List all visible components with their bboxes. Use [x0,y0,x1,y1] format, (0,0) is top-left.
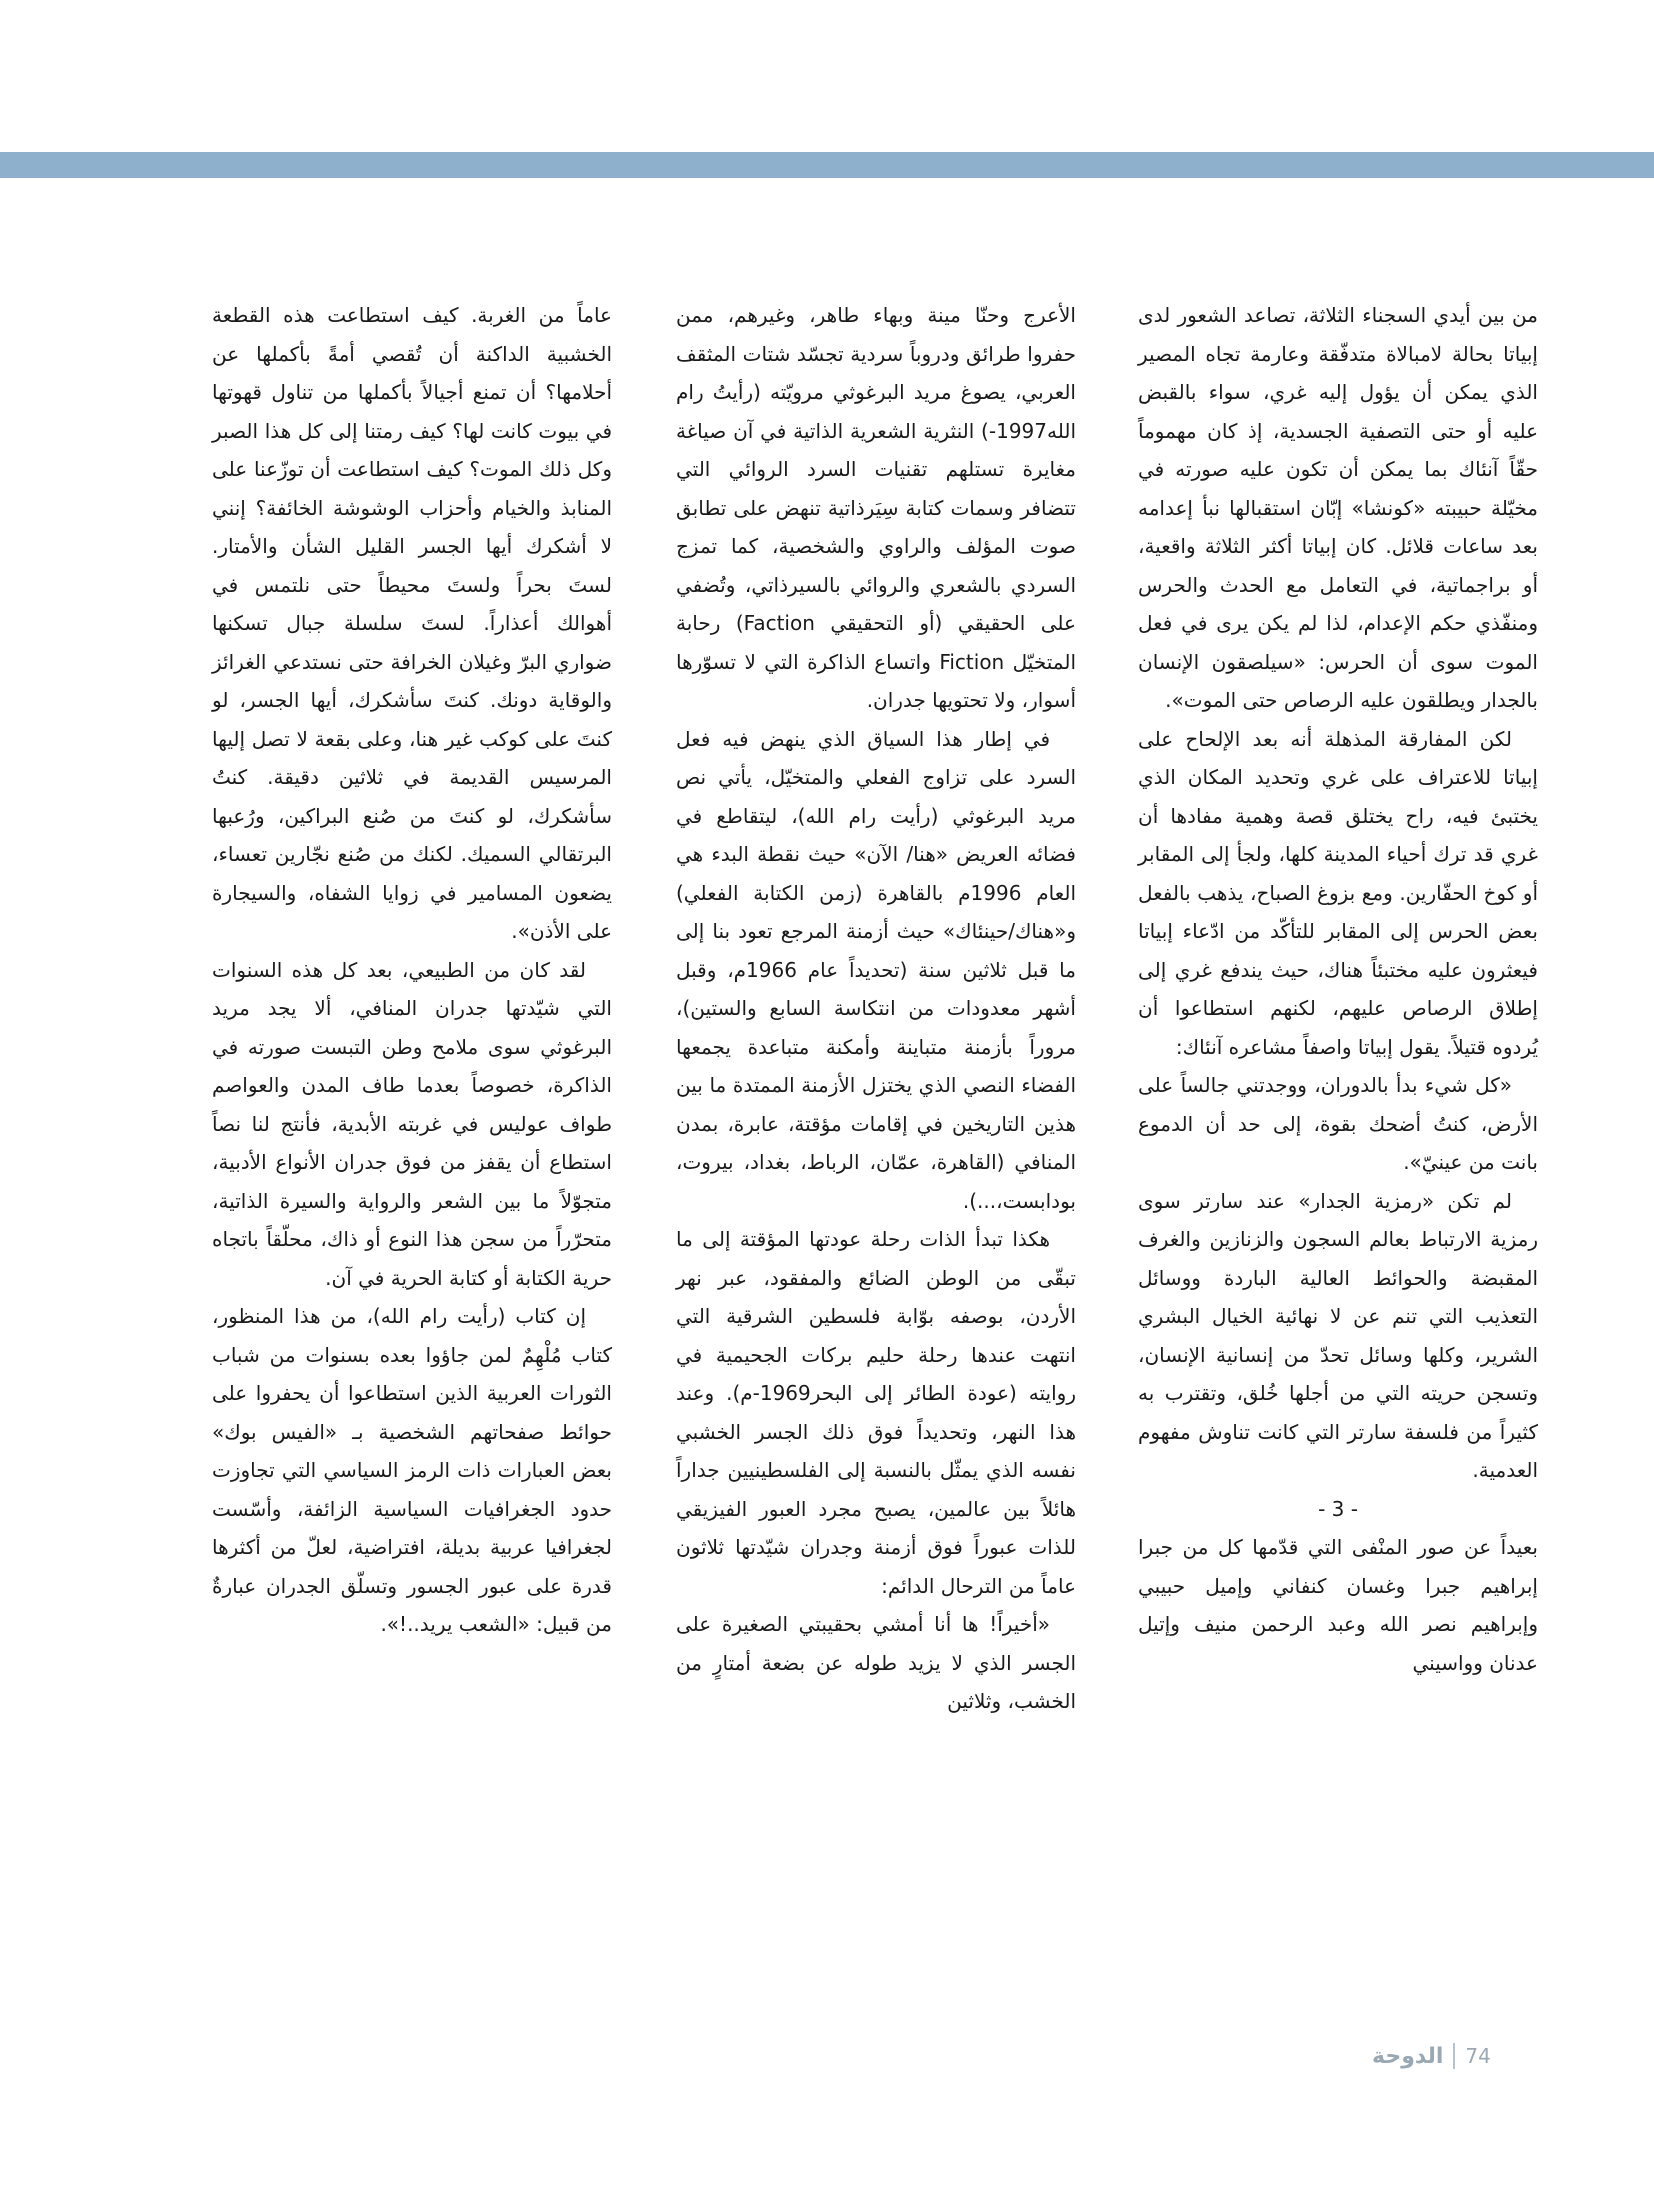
paragraph: في إطار هذا السياق الذي ينهض فيه فعل السرد على تزاوج الفعلي والمتخيّل، يأتي نص مريد البرغوثي (رأيت رام الله)، ليتقاطع في فضائه العريض «هنا/ الآن» حيث نقطة البدء هي العام 1996م بالقاهرة (زمن الكتابة الفعلي) و«هناك/حينئاك» حيث أزمنة المرجع تعود بنا إلى ما قبل ثلاثين سنة (تحديداً عام 1966م، وقبل أشهر معدودات من انتكاسة السابع والستين)، مروراً بأزمنة متباينة وأمكنة متباعدة يجمعها الفضاء النصي الذي يختزل الأزمنة الممتدة ما بين هذين التاريخين في إقامات مؤقتة، عابرة، بمدن المنافي (القاهرة، عمّان، الرباط، بغداد، بيروت، بودابست،...). [676,726,1077,1213]
article-column-middle [676,296,1076,1721]
magazine-name: الدوحة [1372,2043,1444,2069]
section-number: - 3 - [1318,1496,1358,1521]
paragraph: هكذا تبدأ الذات رحلة عودتها المؤقتة إلى ما تبقّى من الوطن الضائع والمفقود، عبر نهر الأردن، بوصفه بوّابة فلسطين الشرقية التي انتهت عندها رحلة حليم بركات الجحيمية في روايته (عودة الطائر إلى البحر1969-م). وعند هذا النهر، وتحديداً فوق ذلك الجسر الخشبي نفسه الذي يمثّل بالنسبة إلى الفلسطينيين جداراً هائلاً بين عالمين، يصبح مجرد العبور الفيزيقي للذات عبوراً فوق أزمنة وجدران شيّدتها ثلاثون عاماً من الترحال الدائم: [676,1227,1076,1598]
paragraph: لكن المفارقة المذهلة أنه بعد الإلحاح على إبياتا للاعتراف على غري وتحديد المكان الذي يختبئ فيه، راح يختلق قصة وهمية مفادها أن غري قد ترك أحياء المدينة كلها، ولجأ إلى المقابر أو كوخ الحفّارين. ومع بزوغ الصباح، يذهب بالفعل بعض الحرس إلى المقابر للتأكّد من ادّعاء إبياتا فيعثرون عليه مختبئاً هناك، حيث يندفع غري إلى إطلاق الرصاص عليهم، لكنهم استطاعوا أن يُردوه قتيلاً. يقول إبياتا واصفاً مشاعره آنئاك: [1138,726,1538,1059]
paragraph: من بين أيدي السجناء الثلاثة، تصاعد الشعور لدى إبياتا بحالة لامبالاة متدفّقة وعارمة تجاه المصير الذي يمكن أن يؤول إليه غري، سواء بالقبض عليه أو حتى التصفية الجسدية، إذ كان مهموماً حقّاً آنئاك بما يمكن أن تكون عليه صورته في مخيّلة حبيبته «كونشا» إبّان استقبالها نبأ إعدامه بعد ساعات قلائل. كان إبياتا أكثر الثلاثة واقعية، أو براجماتية، في التعامل مع الحدث والحرس ومنفّذي حكم الإعدام، لذا لم يكن يرى في فعل الموت سوى أن الحرس: «سيلصقون الإنسان بالجدار ويطلقون عليه الرصاص حتى الموت». [1138,303,1538,712]
paragraph: الأعرج وحنّا مينة وبهاء طاهر، وغيرهم، ممن حفروا طرائق ودروباً سردية تجسّد شتات المثقف العربي، يصوغ مريد البرغوثي مرويّته (رأيتُ رام الله1997-) النثرية الشعرية الذاتية في آن صياغة مغايرة تستلهم تقنيات السرد الروائي التي تتضافر وسمات كتابة سِيَرذاتية تنهض على تطابق صوت المؤلف والراوي والشخصية، كما تمزج السردي بالشعري والروائي بالسيرذاتي، وتُضفي على الحقيقي (أو التحقيقي Faction) رحابة المتخيّل Fiction واتساع الذاكرة التي لا تسوّرها أسوار، ولا تحتويها جدران. [676,303,1076,712]
paragraph: بعيداً عن صور المنْفى التي قدّمها كل من جبرا إبراهيم جبرا وغسان كنفاني وإميل حبيبي وإبراهيم نصر الله وعبد الرحمن منيف وإتيل عدنان وواسيني [1138,1535,1538,1675]
quote: «أخيراً! ها أنا أمشي بحقيبتي الصغيرة على الجسر الذي لا يزيد طوله عن بضعة أمتارٍ من الخشب، وثلاثين [676,1612,1076,1713]
article-column-left [212,296,612,1644]
page-footer [1372,2038,1491,2074]
page-number: 74 [1465,2044,1491,2068]
top-color-band [0,152,1654,178]
paragraph: إن كتاب (رأيت رام الله)، من هذا المنظور، كتاب مُلْهِمٌ لمن جاؤوا بعده بسنوات من شباب الثورات العربية الذين استطاعوا أن يحفروا على حوائط صفحاتهم الشخصية بـ «الفيس بوك» بعض العبارات ذات الرمز السياسي التي تجاوزت حدود الجغرافيات السياسية الزائفة، وأسّست لجغرافيا عربية بديلة، افتراضية، لعلّ من أكثرها قدرة على عبور الجسور وتسلّق الجدران عبارةٌ من قبيل: «الشعب يريد..!». [212,1304,612,1636]
quote: «كل شيء بدأ بالدوران، ووجدتني جالساً على الأرض، كنتُ أضحك بقوة، إلى حد أن الدموع بانت من عينيّ». [1138,1073,1538,1174]
paragraph: لم تكن «رمزية الجدار» عند سارتر سوى رمزية الارتباط بعالم السجون والزنازين والغرف المقبضة والحوائط العالية الباردة ووسائل التعذيب التي تنم عن لا نهائية الخيال البشري الشرير، وكلها وسائل تحدّ من إنسانية الإنسان، وتسجن حريته التي من أجلها خُلق، وتقترب به كثيراً من فلسفة سارتر التي كانت تناوش مفهوم العدمية. [1138,1188,1538,1482]
paragraph: عاماً من الغربة. كيف استطاعت هذه القطعة الخشبية الداكنة أن تُقصي أمةً بأكملها عن أحلامها؟ أن تمنع أجيالاً بأكملها من تناول قهوتها في بيوت كانت لها؟ كيف رمتنا إلى كل هذا الصبر وكل ذلك الموت؟ كيف استطاعت أن توزّعنا على المنابذ والخيام وأحزاب الوشوشة الخائفة؟ إنني لا أشكرك أيها الجسر القليل الشأن والأمتار. لستَ بحراً ولستَ محيطاً حتى نلتمس في أهوالك أعذاراً. لستَ سلسلة جبال تسكنها ضواري البرّ وغيلان الخرافة حتى نستدعي الغرائز والوقاية دونك. كنتَ سأشكرك، أيها الجسر، لو كنتَ على كوكب غير هنا، وعلى بقعة لا تصل إليها المرسيس القديمة في ثلاثين دقيقة. كنتُ سأشكرك، لو كنتَ من صُنع البراكين، ورُعبها البرتقالي السميك. لكنك من صُنع نجّارين تعساء، يضعون المسامير في زوايا الشفاه، والسيجارة على الأذن». [212,303,612,943]
footer-divider [1453,2043,1455,2069]
paragraph: لقد كان من الطبيعي، بعد كل هذه السنوات التي شيّدتها جدران المنافي، ألا يجد مريد البرغوثي سوى ملامح وطن التبست صورته في الذاكرة، خصوصاً بعدما طاف المدن والعواصم طواف عوليس في غربته الأبدية، فأنتج لنا نصاً استطاع أن يقفز من فوق جدران الأنواع الأدبية، متجوّلاً ما بين الشعر والرواية والسيرة الذاتية، متحرّراً من سجن هذا النوع أو ذاك، محلّقاً باتجاه حرية الكتابة أو كتابة الحرية في آن. [212,957,612,1290]
article-column-right [1138,296,1538,1682]
